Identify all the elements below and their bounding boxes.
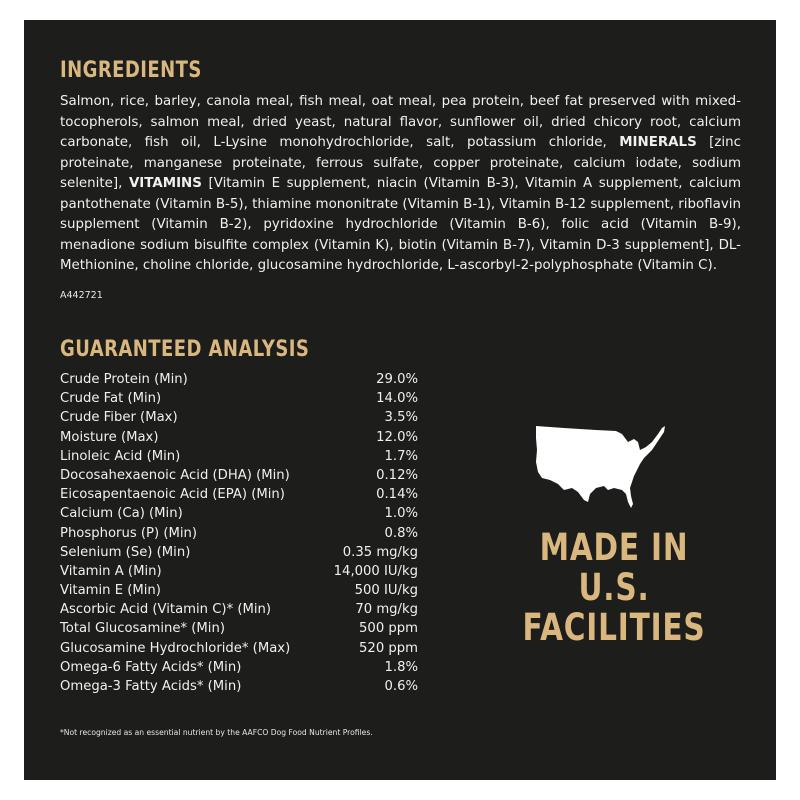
analysis-value: 29.0% (376, 372, 418, 387)
analysis-row (60, 639, 418, 658)
ingredients-heading: INGREDIENTS (60, 58, 202, 83)
analysis-row (60, 658, 418, 677)
analysis-label: Docosahexaenoic Acid (DHA) (Min) (60, 467, 290, 483)
analysis-value: 14.0% (376, 391, 418, 407)
analysis-label: Crude Fiber (Max) (60, 410, 178, 426)
analysis-row (60, 619, 418, 638)
ingredients-text (60, 92, 741, 277)
label-panel (24, 20, 776, 780)
analysis-label: Eicosapentaenoic Acid (EPA) (Min) (60, 487, 285, 503)
analysis-value: 500 ppm (359, 621, 418, 637)
analysis-label: Omega-6 Fatty Acids* (Min) (60, 659, 242, 675)
analysis-label: Phosphorus (P) (Min) (60, 525, 198, 541)
analysis-row (60, 677, 418, 696)
analysis-label: Crude Protein (Min) (60, 372, 188, 387)
analysis-row (60, 428, 418, 447)
analysis-value: 0.14% (376, 487, 418, 503)
guaranteed-analysis-table (60, 370, 418, 696)
analysis-value: 0.6% (384, 679, 418, 694)
analysis-value: 3.5% (384, 410, 418, 426)
analysis-row (60, 524, 418, 543)
analysis-row (60, 466, 418, 485)
analysis-value: 12.0% (376, 429, 418, 445)
made-in-usa-badge (518, 528, 710, 648)
analysis-label: Linoleic Acid (Min) (60, 448, 181, 464)
analysis-value: 0.35 mg/kg (342, 544, 418, 560)
analysis-row (60, 504, 418, 523)
aafco-footnote: *Not recognized as an essential nutrient by the AAFCO Dog Food Nutrient Profiles. (60, 728, 373, 737)
usa-line: U.S. (578, 566, 650, 609)
guaranteed-analysis-heading: GUARANTEED ANALYSIS (60, 337, 310, 362)
analysis-label: Total Glucosamine* (Min) (60, 621, 225, 637)
analysis-label: Omega-3 Fatty Acids* (Min) (60, 679, 242, 694)
analysis-label: Vitamin E (Min) (60, 583, 161, 599)
analysis-row (60, 370, 418, 389)
usa-map-icon (534, 422, 666, 510)
minerals-label: MINERALS (619, 135, 697, 150)
analysis-label: Glucosamine Hydrochloride* (Max) (60, 640, 291, 656)
ingredients-text-part3: [Vitamin E supplement, niacin (Vitamin B-3), Vitamin A supplement, calcium pantothenate (Vitamin B-5), thiamine mononitrate (Vitamin B-1), Vitamin B-12 supplement, riboflavin supplement (Vitamin B-2), pyridoxine hydrochloride (Vitamin B-6), folic acid (Vitamin B-9), menadione sodium bisulfite complex (Vitamin K), biotin (Vitamin B-7), Vitamin D-3 supplement], DL-Methionine, choline chloride, glucosamine hydrochloride, L-ascorbyl-2-polyphosphate (Vitamin C). (60, 176, 741, 273)
analysis-value: 1.8% (384, 659, 418, 675)
analysis-value: 500 IU/kg (354, 583, 418, 599)
facilities-line: FACILITIES (522, 606, 706, 649)
vitamins-label: VITAMINS (128, 176, 202, 191)
analysis-label: Ascorbic Acid (Vitamin C)* (Min) (60, 602, 272, 618)
analysis-row (60, 485, 418, 504)
analysis-value: 14,000 IU/kg (333, 563, 418, 579)
ingredients-text-part1: Salmon, rice, barley, canola meal, fish meal, oat meal, pea protein, beef fat preserved with mixed-tocopherols, salmon meal, dried yeast, natural flavor, sunflower oil, dried chicory root, calcium carbonate, fish oil, L-Lysine monohydrochloride, salt, potassium chloride, (60, 94, 741, 150)
analysis-row (60, 447, 418, 466)
analysis-row (60, 562, 418, 581)
made-in-line: MADE IN (539, 526, 689, 569)
analysis-value: 1.7% (384, 448, 418, 464)
analysis-label: Crude Fat (Min) (60, 391, 162, 407)
analysis-label: Calcium (Ca) (Min) (60, 506, 183, 522)
analysis-row (60, 543, 418, 562)
analysis-row (60, 389, 418, 408)
analysis-value: 70 mg/kg (355, 602, 418, 618)
analysis-row (60, 581, 418, 600)
analysis-value: 0.8% (384, 525, 418, 541)
analysis-value: 0.12% (376, 467, 418, 483)
product-code: A442721 (60, 290, 103, 301)
analysis-value: 1.0% (384, 506, 418, 522)
analysis-row (60, 408, 418, 427)
analysis-label: Vitamin A (Min) (60, 563, 162, 579)
analysis-row (60, 600, 418, 619)
analysis-label: Moisture (Max) (60, 429, 159, 445)
ingredients-text-part2: [zinc proteinate, manganese proteinate, ferrous sulfate, copper proteinate, calcium iodate, sodium selenite], (60, 135, 741, 191)
analysis-label: Selenium (Se) (Min) (60, 544, 191, 560)
analysis-value: 520 ppm (359, 640, 418, 656)
